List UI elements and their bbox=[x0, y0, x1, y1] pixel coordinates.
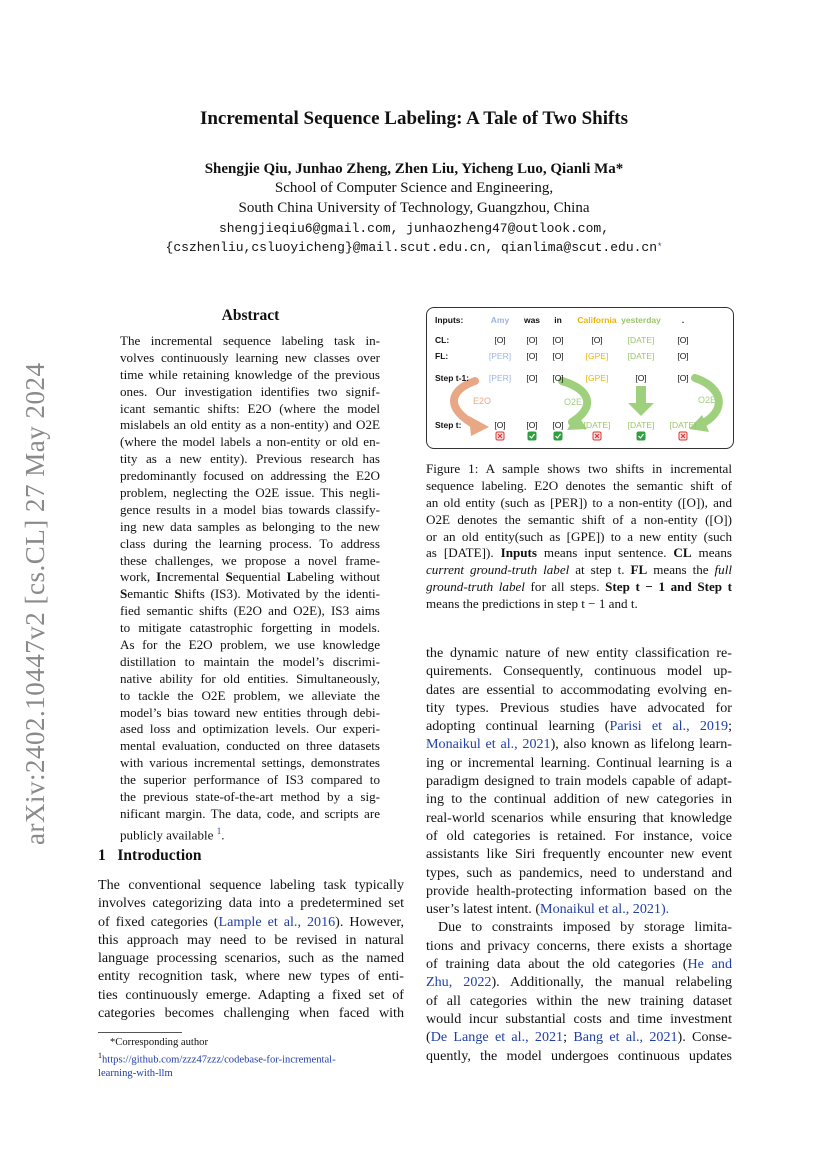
figure-step-t1-label: [GPE] bbox=[585, 373, 609, 383]
text-fragment: ), also known as lifelong learn- bbox=[550, 736, 732, 753]
abstract-line: fied semantic shifts (E2O and O2E), IS3 aims bbox=[120, 603, 380, 619]
abstract-line: tity as a new entity). Previous research has bbox=[120, 451, 380, 467]
text-line: would incur substantial costs and time investment bbox=[426, 1010, 732, 1027]
text-fragment: at step t. bbox=[569, 562, 625, 578]
citation-lample[interactable]: Lample et al., 2016 bbox=[218, 913, 336, 930]
affiliation-line-1: School of Computer Science and Engineering, bbox=[274, 180, 554, 196]
e2o-arrowhead bbox=[469, 416, 489, 436]
figure-step-t-label: [O] bbox=[552, 420, 564, 430]
text-fragment: ). However, bbox=[335, 913, 405, 930]
text-line: real-world scenarios while ensuring that knowledge bbox=[426, 809, 732, 826]
text-line: this approach may need to be revised in natural bbox=[98, 931, 404, 948]
text-line: categories becomes challenging when faced with bbox=[98, 1005, 404, 1022]
figure-fl-label: [O] bbox=[526, 351, 538, 361]
figure-step-t1-label: [O] bbox=[552, 373, 564, 383]
abstract-line: model’s bias toward new entities through debi- bbox=[120, 704, 380, 720]
footnote-1-link-cont[interactable]: learning-with-llm bbox=[98, 1067, 173, 1079]
figure-step-t-label: [DATE] bbox=[583, 420, 611, 430]
text-fragment: for all steps. bbox=[524, 579, 600, 595]
affiliation-line-2: South China University of Technology, Guangzhou, China bbox=[238, 200, 590, 216]
section-number: 1 bbox=[98, 847, 106, 864]
o2e-down-arrow-shaft bbox=[636, 386, 646, 404]
abstract-line: these challenges, we propose a novel frame- bbox=[120, 552, 380, 568]
abstract-line: work, Incremental Sequential Labeling without bbox=[120, 569, 380, 585]
corresponding-mark[interactable]: * bbox=[657, 242, 663, 252]
text-line bbox=[426, 1028, 732, 1046]
text-line: the dynamic nature of new entity classification re- bbox=[426, 645, 732, 661]
caption-bold: Inputs bbox=[500, 545, 537, 561]
text-fragment: ; bbox=[728, 718, 732, 735]
abstract-line: time while retaining knowledge of the previous bbox=[120, 366, 380, 382]
text-line bbox=[426, 717, 732, 735]
figure-input-token: . bbox=[681, 315, 685, 325]
abstract-body bbox=[120, 333, 380, 843]
figure-step-t-label: [DATE] bbox=[669, 420, 697, 430]
section-heading-introduction bbox=[98, 847, 202, 865]
citation-monaikul-2[interactable]: Monaikul et al., 2021 bbox=[540, 901, 661, 918]
figure-input-token: yesterday bbox=[621, 315, 661, 325]
abstract-line: Semantic Shifts (IS3). Motivated by the identi- bbox=[120, 586, 380, 602]
figure-input-token: California bbox=[577, 315, 617, 325]
text-line: quirements. Consequently, continuous model up- bbox=[426, 663, 732, 680]
caption-line: an old entity (such as [PER]) to a non-entity ([O]), and bbox=[426, 494, 732, 510]
citation-monaikul[interactable]: Monaikul et al., 2021 bbox=[426, 736, 551, 753]
caption-line: sequence labeling. E2O denotes the semantic shift of bbox=[426, 477, 732, 493]
text-line: ing or incremental learning. Continual learning is a bbox=[426, 754, 732, 771]
text-line bbox=[426, 900, 732, 918]
footnote-1 bbox=[98, 1049, 404, 1080]
text-fragment: ). Additionally, the manual relabeling bbox=[491, 974, 733, 991]
figure-row-label: Step t: bbox=[435, 420, 462, 430]
figure-step-t-label: [O] bbox=[526, 420, 538, 430]
abstract-heading: Abstract bbox=[221, 307, 280, 324]
text-line: tions and privacy concerns, there exists a shortage bbox=[426, 937, 732, 954]
text-line: dates are essential to accommodating evolving en- bbox=[426, 681, 732, 698]
figure-o2e-label: O2E bbox=[563, 397, 583, 407]
email-line-2 bbox=[0, 238, 828, 258]
abstract-line: to tackle the O2E problem, we alleviate the bbox=[120, 687, 380, 703]
email-line-2-text: {cszhenliu,csluoyicheng}@mail.scut.edu.cn, qianlima@scut.edu.cn bbox=[165, 240, 658, 255]
figure-fl-label: [PER] bbox=[488, 351, 512, 361]
abstract-line: gence results in a model bias towards classify- bbox=[120, 501, 380, 517]
text-fragment: ). bbox=[660, 901, 670, 918]
figure-step-t-label: [O] bbox=[494, 420, 506, 430]
figure-row-label: CL: bbox=[435, 335, 450, 345]
footnotes bbox=[98, 1036, 404, 1080]
text-line: The conventional sequence labeling task typically bbox=[98, 877, 404, 893]
check-icon bbox=[528, 432, 536, 440]
abstract-line: nificant margin. The data, code, and scripts are bbox=[120, 805, 380, 821]
text-line: assistants like Siri frequently encounter new event bbox=[426, 846, 732, 863]
caption-italic: current ground-truth label bbox=[426, 562, 570, 578]
text-fragment: of training data about the old categories ( bbox=[426, 956, 688, 973]
text-line: tity types. Previous studies have advocated for bbox=[426, 699, 732, 716]
text-line: ing to the continual addition of new categories in bbox=[426, 791, 732, 808]
abstract-line: problem, neglecting the O2E issue. This negli- bbox=[120, 485, 380, 501]
text-fragment: ). Conse- bbox=[677, 1029, 732, 1046]
email-line-1: shengjieqiu6@gmail.com, junhaozheng47@outlook.com, bbox=[218, 221, 610, 236]
caption-bold: FL bbox=[630, 562, 648, 578]
abstract-line: icant semantic shifts: E2O (where the model bbox=[120, 400, 380, 416]
text-line: language processing scenarios, such as the named bbox=[98, 950, 404, 967]
citation-he-zhu-cont[interactable]: Zhu, 2022 bbox=[426, 974, 492, 991]
figure-cl-label: [O] bbox=[494, 335, 506, 345]
figure-row-label: FL: bbox=[435, 351, 449, 361]
text-line: quently, the model undergoes continuous updates bbox=[426, 1047, 732, 1064]
abstract-line: ing new data samples as belonging to the new bbox=[120, 518, 380, 534]
figure-input-token: in bbox=[554, 315, 562, 325]
text-fragment: as [DATE]). bbox=[426, 545, 494, 561]
citation-he-zhu[interactable]: He and bbox=[687, 956, 732, 973]
text-fragment: ( bbox=[426, 1029, 431, 1046]
text-line: paradigm designed to train models capable of adapt- bbox=[426, 773, 732, 790]
figure-row-label: Inputs: bbox=[435, 315, 464, 325]
footnote-1-mark: 1 bbox=[98, 1051, 102, 1060]
abstract-line: volves continuously learning new classes over bbox=[120, 349, 380, 365]
abstract-line: predominantly focused on addressing the E2O bbox=[120, 468, 380, 484]
abstract-line: to mitigate catastrophic forgetting in models. bbox=[120, 620, 380, 636]
intro-left-column bbox=[98, 876, 404, 1022]
text-fragment: user’s latest intent. ( bbox=[426, 901, 541, 918]
text-line bbox=[426, 735, 732, 753]
figure-step-t1-label: [O] bbox=[677, 373, 689, 383]
abstract-line: ones. Our investigation identifies two signif- bbox=[120, 383, 380, 399]
abstract-line: distillation to maintain the model’s discrimi- bbox=[120, 653, 380, 669]
figure-cl-label: [DATE] bbox=[627, 335, 655, 345]
footnote-divider bbox=[98, 1032, 182, 1033]
caption-bold: CL bbox=[673, 545, 692, 561]
caption-line bbox=[426, 562, 732, 579]
caption-line bbox=[426, 579, 732, 596]
figure-cl-label: [O] bbox=[677, 335, 689, 345]
check-icon bbox=[554, 432, 562, 440]
caption-italic: ground-truth label bbox=[426, 579, 525, 595]
citation-parisi[interactable]: Parisi et al., 2019 bbox=[609, 718, 729, 735]
abstract-line: the previous state-of-the-art method by a sig- bbox=[120, 789, 380, 805]
text-line: Due to constraints imposed by storage limita- bbox=[438, 919, 732, 936]
text-line: types, such as pandemics, need to understand and bbox=[426, 864, 732, 881]
text-line: provide health-protecting information based on the bbox=[426, 882, 732, 899]
figure-step-t1-label: [O] bbox=[526, 373, 538, 383]
figure-step-t-label: [DATE] bbox=[627, 420, 655, 430]
figure-input-token: was bbox=[523, 315, 541, 325]
figure-cl-label: [O] bbox=[591, 335, 603, 345]
text-fragment: means bbox=[691, 545, 732, 561]
paper-title: Incremental Sequence Labeling: A Tale of Two Shifts bbox=[199, 108, 629, 129]
figure-step-t1-label: [PER] bbox=[488, 373, 512, 383]
text-line: ties continuously emerge. Adapting a fixed set of bbox=[98, 986, 404, 1003]
text-line: of all categories within the new training dataset bbox=[426, 992, 732, 1009]
figure-e2o-label: E2O bbox=[472, 396, 492, 406]
text-line bbox=[98, 913, 404, 931]
figure-row-label: Step t-1: bbox=[435, 373, 469, 383]
author-list: Shengjie Qiu, Junhao Zheng, Zhen Liu, Yicheng Luo, Qianli Ma* bbox=[204, 161, 624, 177]
figure-1-caption bbox=[426, 461, 732, 613]
abstract-line: As for the E2O problem, we use knowledge bbox=[120, 637, 380, 653]
abstract-line: ased loss and optimization levels. Our experi- bbox=[120, 721, 380, 737]
text-line bbox=[426, 973, 732, 991]
caption-line: means the predictions in step t − 1 and t. bbox=[426, 596, 638, 612]
section-title: Introduction bbox=[117, 847, 202, 864]
abstract-footnote-mark[interactable]: 1 bbox=[216, 825, 222, 836]
abstract-line: with various incremental settings, demonstrates bbox=[120, 755, 380, 771]
caption-line: O2E denotes the semantic shift of a non-entity ([O]) bbox=[426, 511, 732, 527]
figure-cl-label: [O] bbox=[526, 335, 538, 345]
arxiv-identifier-stamp: arXiv:2402.10447v2 [cs.CL] 27 May 2024 bbox=[20, 362, 50, 845]
caption-line: or an old entity(such as [GPE]) to a new entity (such bbox=[426, 528, 732, 544]
text-line: entity recognition task, where new types of enti- bbox=[98, 968, 404, 985]
check-icon bbox=[637, 432, 645, 440]
text-fragment: adopting continual learning ( bbox=[426, 718, 610, 735]
text-line: involves categorizing data into a predetermined set bbox=[98, 895, 404, 912]
citation-bang[interactable]: Bang et al., 2021 bbox=[573, 1029, 678, 1046]
text-fragment: means input sentence. bbox=[537, 545, 667, 561]
figure-cl-label: [O] bbox=[552, 335, 564, 345]
figure-fl-label: [O] bbox=[552, 351, 564, 361]
text-fragment: of fixed categories ( bbox=[98, 913, 219, 930]
caption-line: Figure 1: A sample shows two shifts in incremental bbox=[426, 461, 732, 476]
figure-fl-label: [DATE] bbox=[627, 351, 655, 361]
citation-de-lange[interactable]: De Lange et al., 2021 bbox=[430, 1029, 564, 1046]
figure-fl-label: [GPE] bbox=[585, 351, 609, 361]
o2e-down-arrow-head bbox=[628, 403, 654, 416]
text-fragment: means the bbox=[647, 562, 709, 578]
figure-1 bbox=[426, 307, 734, 449]
abstract-line: The incremental sequence labeling task in- bbox=[120, 333, 380, 348]
text-line bbox=[426, 955, 732, 973]
text-line: of old categories is retained. For instance, voice bbox=[426, 827, 732, 844]
abstract-line: mental evaluation, conducted on three datasets bbox=[120, 738, 380, 754]
caption-bold: Step t − 1 and Step t bbox=[605, 579, 733, 595]
figure-1-diagram bbox=[427, 308, 733, 448]
figure-fl-label: [O] bbox=[677, 351, 689, 361]
abstract-line: the superior performance of IS3 compared to bbox=[120, 772, 380, 788]
figure-input-token: Amy bbox=[490, 315, 510, 325]
figure-step-t1-label: [O] bbox=[635, 373, 647, 383]
footnote-corresponding: *Corresponding author bbox=[110, 1037, 208, 1048]
footnote-1-link[interactable]: https://github.com/zzz47zzz/codebase-for-incremental- bbox=[102, 1054, 336, 1066]
abstract-line: publicly available $^1$. bbox=[120, 825, 225, 843]
abstract-line: mislabels an old entity as a non-entity) and O2E bbox=[120, 417, 380, 433]
figure-o2e-label: O2E bbox=[697, 395, 717, 405]
caption-line bbox=[426, 545, 732, 562]
caption-italic: full bbox=[714, 562, 733, 578]
abstract-line: (where the model labels a non-entity or old en- bbox=[120, 434, 380, 450]
abstract-line: native ability for old entities. Simultaneously, bbox=[120, 670, 380, 686]
intro-right-column bbox=[426, 644, 732, 1065]
abstract-line: class during the learning process. To address bbox=[120, 535, 380, 551]
text-fragment: ; bbox=[563, 1029, 574, 1046]
